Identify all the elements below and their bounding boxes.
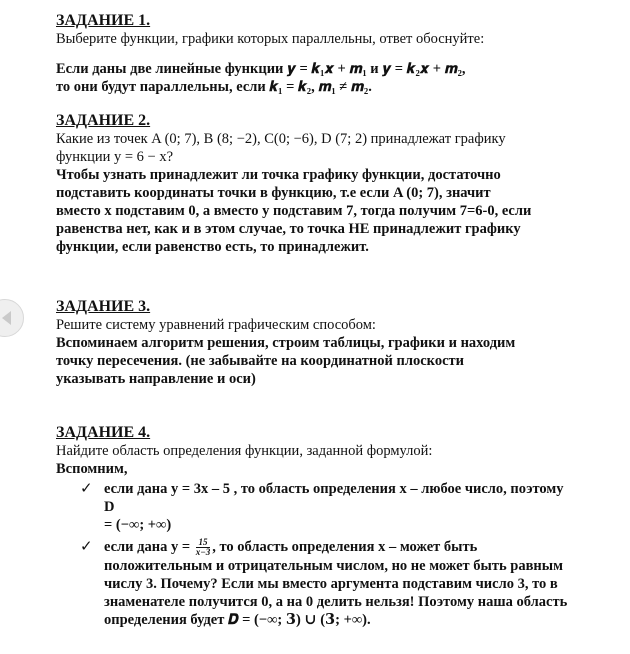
- task-1: [56, 12, 576, 96]
- task-1-answer-line-2: то они будут параллельны, если 𝒌₁ = 𝒌₂, 𝒎₁ ≠ 𝒎₂.: [56, 79, 372, 95]
- task-2-heading: ЗАДАНИЕ 2.: [56, 112, 151, 129]
- checkmark-icon: ✓: [80, 481, 93, 497]
- task-1-question: Выберите функции, графики которых параллельны, ответ обоснуйте:: [56, 31, 485, 47]
- task-4-item-2-line: положительным и отрицательным числом, но не может быть равным: [104, 558, 563, 575]
- task-3-answer-line: точку пересечения. (не забывайте на координатной плоскости: [56, 353, 464, 369]
- fraction: [196, 538, 210, 557]
- task-4-item-2-after-fraction: , то область определения х – может быть: [212, 539, 478, 555]
- task-3-question: Решите систему уравнений графическим способом:: [56, 317, 376, 333]
- task-3-answer-line: указывать направление и оси): [56, 371, 256, 387]
- task-2-answer-line: равенства нет, как и в этом случае, то точка НЕ принадлежит графику: [56, 221, 521, 237]
- task-3-answer-line: Вспоминаем алгоритм решения, строим таблицы, графики и находим: [56, 335, 516, 351]
- task-2-question-line-1: Какие из точек A (0; 7), B (8; −2), C(0; −6), D (7; 2) принадлежат графику: [56, 131, 506, 147]
- task-4-question: Найдите область определения функции, заданной формулой:: [56, 443, 433, 459]
- task-4-item-2-prefix: если дана y =: [104, 539, 194, 555]
- task-2-answer-line: функции, если равенство есть, то принадлежит.: [56, 239, 369, 255]
- checkmark-icon: ✓: [80, 539, 93, 555]
- task-4-list: [56, 480, 576, 629]
- task-2: [56, 112, 576, 256]
- task-3: [56, 298, 576, 388]
- list-item: [56, 538, 576, 629]
- task-4-item-2-line: числу 3. Почему? Если мы вместо аргумента подставим число 3, то в: [104, 576, 558, 593]
- task-4-intro: Вспомним,: [56, 461, 128, 477]
- task-3-heading: ЗАДАНИЕ 3.: [56, 298, 151, 315]
- document-page: [56, 12, 576, 629]
- task-4-item-2-line: знаменателе получится 0, а на 0 делить нельзя! Поэтому наша область: [104, 594, 568, 611]
- fraction-denominator: x−3: [195, 547, 211, 558]
- task-1-heading: ЗАДАНИЕ 1.: [56, 12, 151, 29]
- task-4-item-1-line-1: если дана у = 3х – 5 , то область определения х – любое число, поэтому D: [104, 481, 564, 515]
- task-4-item-2-line: определения будет 𝑫 = (−∞; 𝟑) ∪ (𝟑; +∞).: [104, 612, 371, 629]
- fraction-numerator: 15: [196, 538, 210, 548]
- previous-page-button[interactable]: [0, 299, 24, 337]
- task-4-item-1-line-2: = (−∞; +∞): [104, 517, 172, 533]
- task-2-answer-line: вместо х подставим 0, а вместо у подставим 7, тогда получим 7=6-0, если: [56, 203, 532, 219]
- list-item: [56, 480, 576, 534]
- arrow-left-icon: [2, 311, 11, 325]
- task-2-question-line-2: функции y = 6 − x?: [56, 149, 174, 165]
- task-4: [56, 424, 576, 629]
- task-2-answer-line: подставить координаты точки в функцию, т.е если A (0; 7), значит: [56, 185, 491, 201]
- task-2-answer-line: Чтобы узнать принадлежит ли точка графику функции, достаточно: [56, 167, 501, 183]
- task-4-heading: ЗАДАНИЕ 4.: [56, 424, 151, 441]
- task-1-answer-line-1: Если даны две линейные функции 𝒚 = 𝒌₁𝒙 + 𝒎₁ и 𝒚 = 𝒌₂𝒙 + 𝒎₂,: [56, 61, 466, 77]
